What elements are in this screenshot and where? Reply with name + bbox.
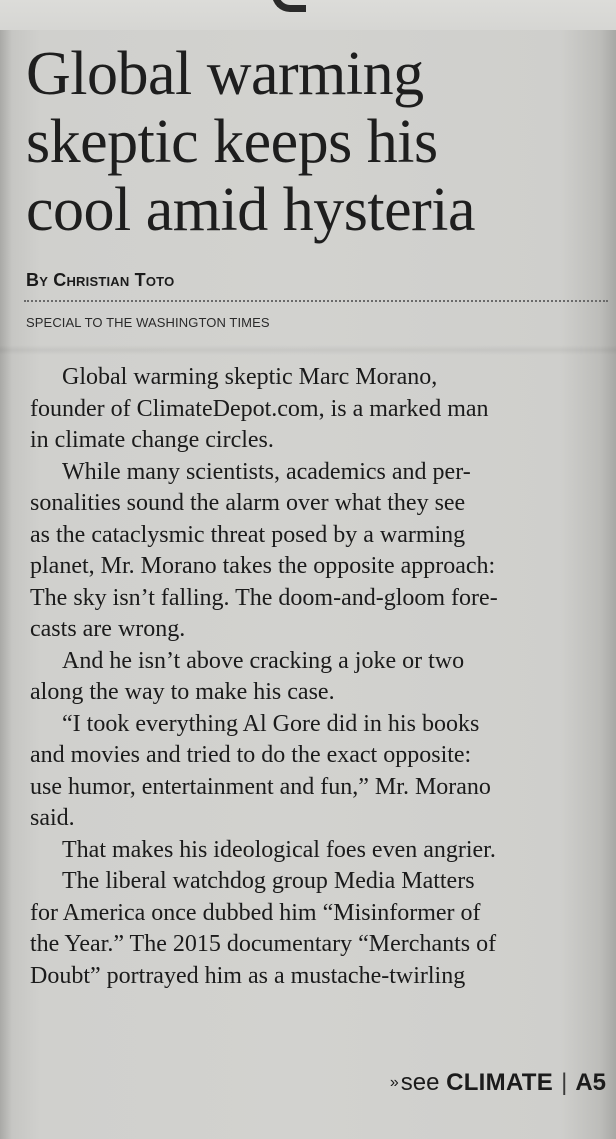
headline-line: skeptic keeps his <box>26 108 438 176</box>
article-line: The sky isn’t falling. The doom-and-gloom fore- <box>30 584 498 611</box>
article-line: Doubt” portrayed him as a mustache-twirling <box>30 962 466 989</box>
article-line: in climate change circles. <box>30 427 274 453</box>
article-line: And he isn’t above cracking a joke or two <box>62 647 465 674</box>
continuation-jump[interactable] <box>390 1069 606 1097</box>
headline-line: cool amid hysteria <box>26 176 475 244</box>
jump-keyword: CLIMATE <box>446 1069 554 1096</box>
jump-prefix: see <box>400 1069 440 1096</box>
paper-fold-shadow <box>0 345 616 355</box>
article-line: casts are wrong. <box>30 616 186 642</box>
cropped-letter-fragment <box>272 0 306 12</box>
article-line: “I took everything Al Gore did in his books <box>62 710 480 737</box>
article-line: said. <box>30 805 75 831</box>
dotted-divider <box>24 300 608 302</box>
article-line: planet, Mr. Morano takes the opposite approach: <box>30 553 496 579</box>
affiliation-credit: SPECIAL TO THE WASHINGTON TIMES <box>26 315 270 330</box>
article-line: and movies and tried to do the exact opposite: <box>30 742 472 768</box>
article-line: use humor, entertainment and fun,” Mr. Morano <box>30 773 491 800</box>
jump-separator: | <box>561 1069 568 1096</box>
article-line: along the way to make his case. <box>30 679 335 705</box>
article-line: the Year.” The 2015 documentary “Merchants of <box>30 931 497 957</box>
article-line: That makes his ideological foes even angrier. <box>62 836 496 863</box>
headline-line: Global warming <box>26 40 424 108</box>
article-line: Global warming skeptic Marc Morano, <box>62 364 438 390</box>
byline: By Christian Toto <box>26 270 175 290</box>
article-paragraph <box>30 835 590 867</box>
article-paragraph <box>30 457 590 646</box>
previous-article-strip <box>0 0 616 30</box>
article-body <box>30 362 590 992</box>
article-paragraph <box>30 866 590 992</box>
article-line: founder of ClimateDepot.com, is a marked man <box>30 395 489 422</box>
article-line: as the cataclysmic threat posed by a warming <box>30 521 466 548</box>
jump-arrow-icon: » <box>389 1074 399 1091</box>
article-line: The liberal watchdog group Media Matters <box>62 868 475 894</box>
article-line: sonalities sound the alarm over what they see <box>30 490 466 516</box>
article-paragraph <box>30 362 590 457</box>
article-line: While many scientists, academics and per- <box>62 458 471 485</box>
article-line: for America once dubbed him “Misinformer of <box>30 899 481 926</box>
jump-page: A5 <box>575 1069 606 1096</box>
article-paragraph <box>30 709 590 835</box>
article-paragraph <box>30 646 590 709</box>
headline <box>26 40 586 244</box>
